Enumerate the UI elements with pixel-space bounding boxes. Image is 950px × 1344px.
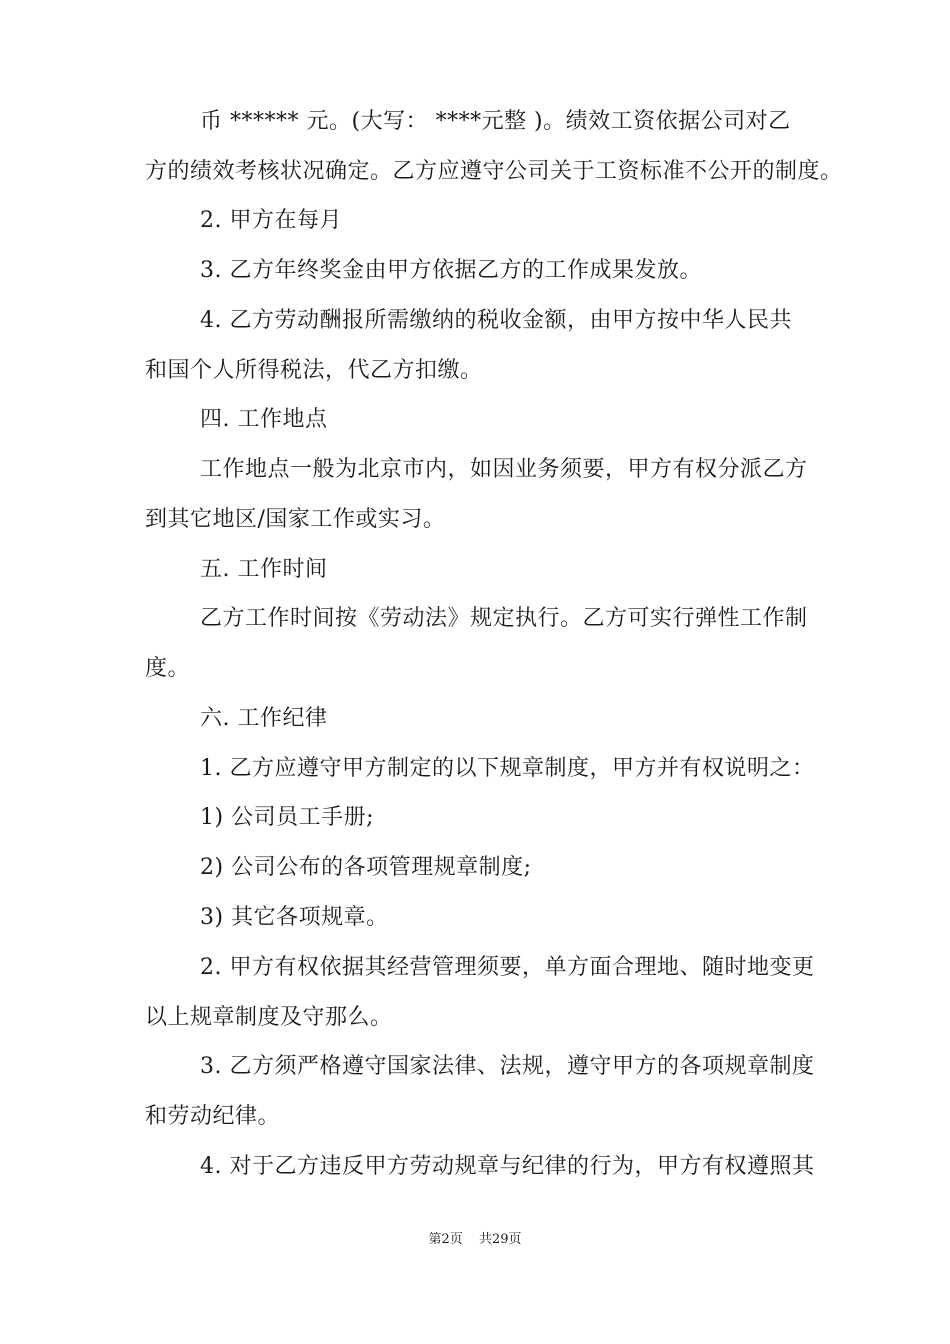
section-heading: 五. 工作时间 xyxy=(200,557,328,582)
paragraph-line: 4. 乙方劳动酬报所需缴纳的税收金额，由甲方按中华人民共 xyxy=(200,308,792,333)
paragraph-line: 1. 乙方应遵守甲方制定的以下规章制度，甲方并有权说明之： xyxy=(200,756,815,781)
list-item: 3) 其它各项规章。 xyxy=(200,905,389,930)
paragraph-line: 工作地点一般为北京市内，如因业务须要，甲方有权分派乙方 xyxy=(200,457,808,482)
paragraph-line: 3. 乙方须严格遵守国家法律、法规，遵守甲方的各项规章制度 xyxy=(200,1054,815,1079)
page-footer xyxy=(0,1231,950,1249)
paragraph-line: 度。 xyxy=(145,656,191,681)
page-number: 第2页 xyxy=(428,1232,463,1247)
paragraph-line: 4. 对于乙方违反甲方劳动规章与纪律的行为，甲方有权遵照其 xyxy=(200,1154,815,1179)
list-item: 1) 公司员工手册; xyxy=(200,805,374,830)
list-item: 2) 公司公布的各项管理规章制度; xyxy=(200,855,532,880)
paragraph-line: 以上规章制度及守那么。 xyxy=(145,1005,393,1030)
paragraph-line: 币 ****** 元。(大写： ****元整 )。绩效工资依据公司对乙 xyxy=(200,109,791,134)
paragraph-line: 2. 甲方有权依据其经营管理须要，单方面合理地、随时地变更 xyxy=(200,955,815,980)
paragraph-line: 到其它地区/国家工作或实习。 xyxy=(145,507,446,532)
section-heading: 四. 工作地点 xyxy=(200,407,328,432)
paragraph-line: 方的绩效考核状况确定。乙方应遵守公司关于工资标准不公开的制度。 xyxy=(145,159,843,184)
paragraph-line: 2. 甲方在每月 xyxy=(200,208,342,233)
page-total: 共29页 xyxy=(478,1232,522,1247)
paragraph-line: 乙方工作时间按《劳动法》规定执行。乙方可实行弹性工作制 xyxy=(200,606,808,631)
paragraph-line: 和劳动纪律。 xyxy=(145,1104,281,1129)
section-heading: 六. 工作纪律 xyxy=(200,706,328,731)
paragraph-line: 3. 乙方年终奖金由甲方依据乙方的工作成果发放。 xyxy=(200,258,702,283)
paragraph-line: 和国个人所得税法，代乙方扣缴。 xyxy=(145,358,483,383)
